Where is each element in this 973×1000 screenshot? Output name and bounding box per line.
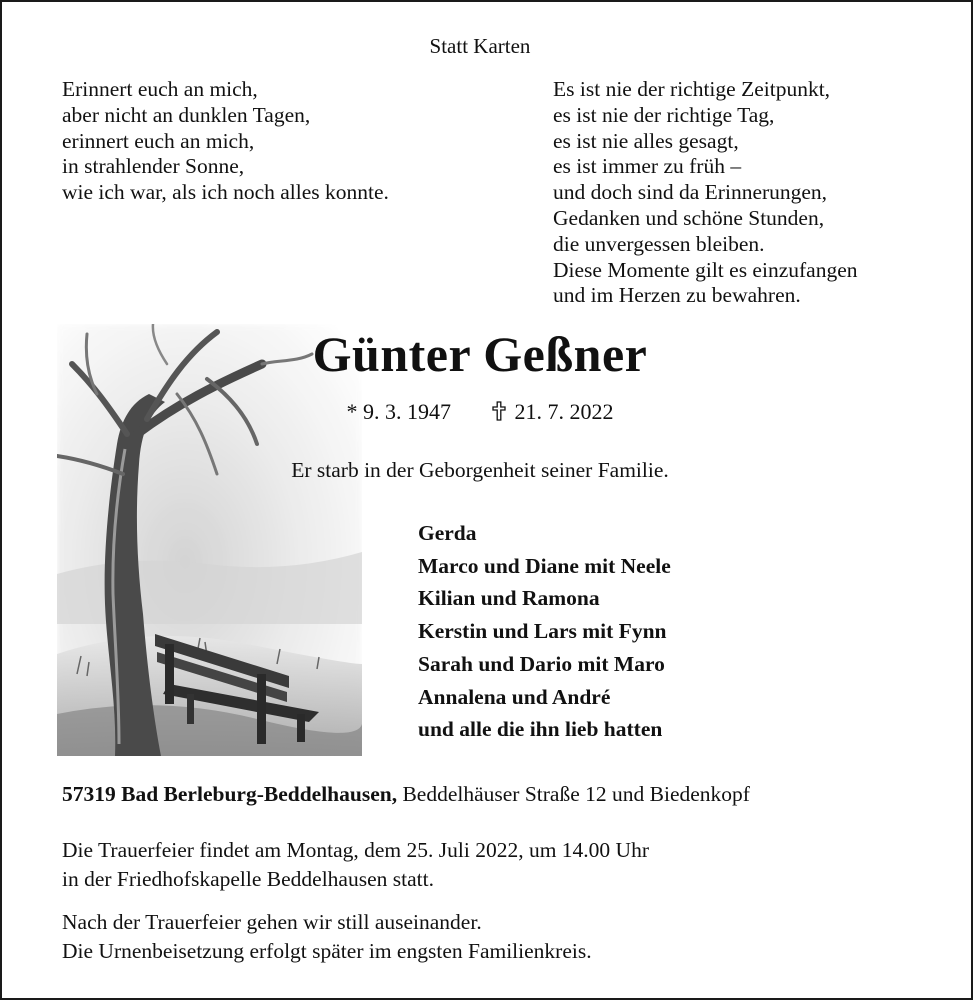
funeral-line: Die Trauerfeier findet am Montag, dem 25. Juli 2022, um 14.00 Uhr — [62, 838, 649, 862]
deceased-name: Günter Geßner — [312, 326, 648, 382]
cross-icon — [492, 401, 506, 421]
poem-line: es ist nie der richtige Tag, — [553, 102, 775, 127]
mourner-entry: Sarah und Dario mit Maro — [418, 651, 665, 676]
poem-line: und im Herzen zu bewahren. — [553, 283, 801, 308]
closing-line: Die Urnenbeisetzung erfolgt später im engsten Familienkreis. — [62, 939, 592, 963]
poem-line: erinnert euch an mich, — [62, 128, 255, 153]
mourners-list — [418, 517, 671, 746]
life-dates — [2, 398, 958, 426]
mourner-entry: Annalena und André — [418, 684, 611, 709]
address-place: 57319 Bad Berleburg-Beddelhausen, — [62, 782, 398, 806]
family-address — [62, 780, 750, 808]
poem-line: Erinnert euch an mich, — [62, 77, 258, 101]
closing-info — [62, 908, 592, 966]
notice-heading: Statt Karten — [429, 34, 531, 58]
mourner-entry: Kilian und Ramona — [418, 586, 600, 611]
poem-line: die unvergessen bleiben. — [553, 231, 765, 256]
poem-line: Gedanken und schöne Stunden, — [553, 205, 825, 230]
closing-line: Nach der Trauerfeier gehen wir still auseinander. — [62, 910, 482, 934]
died-statement: Er starb in der Geborgenheit seiner Familie. — [291, 458, 669, 482]
funeral-line: in der Friedhofskapelle Beddelhausen statt. — [62, 867, 434, 891]
mourner-entry: Gerda — [418, 521, 477, 545]
poem-right — [553, 77, 858, 309]
address-street: Beddelhäuser Straße 12 und Biedenkopf — [402, 782, 750, 806]
mourner-entry: Kerstin und Lars mit Fynn — [418, 619, 667, 644]
poem-line: Diese Momente gilt es einzufangen — [553, 257, 858, 282]
tree-bench-illustration — [57, 324, 362, 756]
funeral-info — [62, 836, 649, 894]
poem-line: wie ich war, als ich noch alles konnte. — [62, 180, 389, 205]
poem-line: aber nicht an dunklen Tagen, — [62, 102, 311, 127]
poem-left — [62, 77, 389, 206]
mourner-entry: und alle die ihn lieb hatten — [418, 717, 663, 742]
poem-line: es ist nie alles gesagt, — [553, 128, 739, 153]
poem-line: und doch sind da Erinnerungen, — [553, 180, 828, 205]
death-date: 21. 7. 2022 — [514, 399, 614, 424]
mourner-entry: Marco und Diane mit Neele — [418, 553, 671, 578]
poem-line: es ist immer zu früh – — [553, 154, 742, 179]
poem-line: Es ist nie der richtige Zeitpunkt, — [553, 77, 831, 101]
birth-date: * 9. 3. 1947 — [346, 399, 451, 424]
poem-line: in strahlender Sonne, — [62, 154, 245, 179]
